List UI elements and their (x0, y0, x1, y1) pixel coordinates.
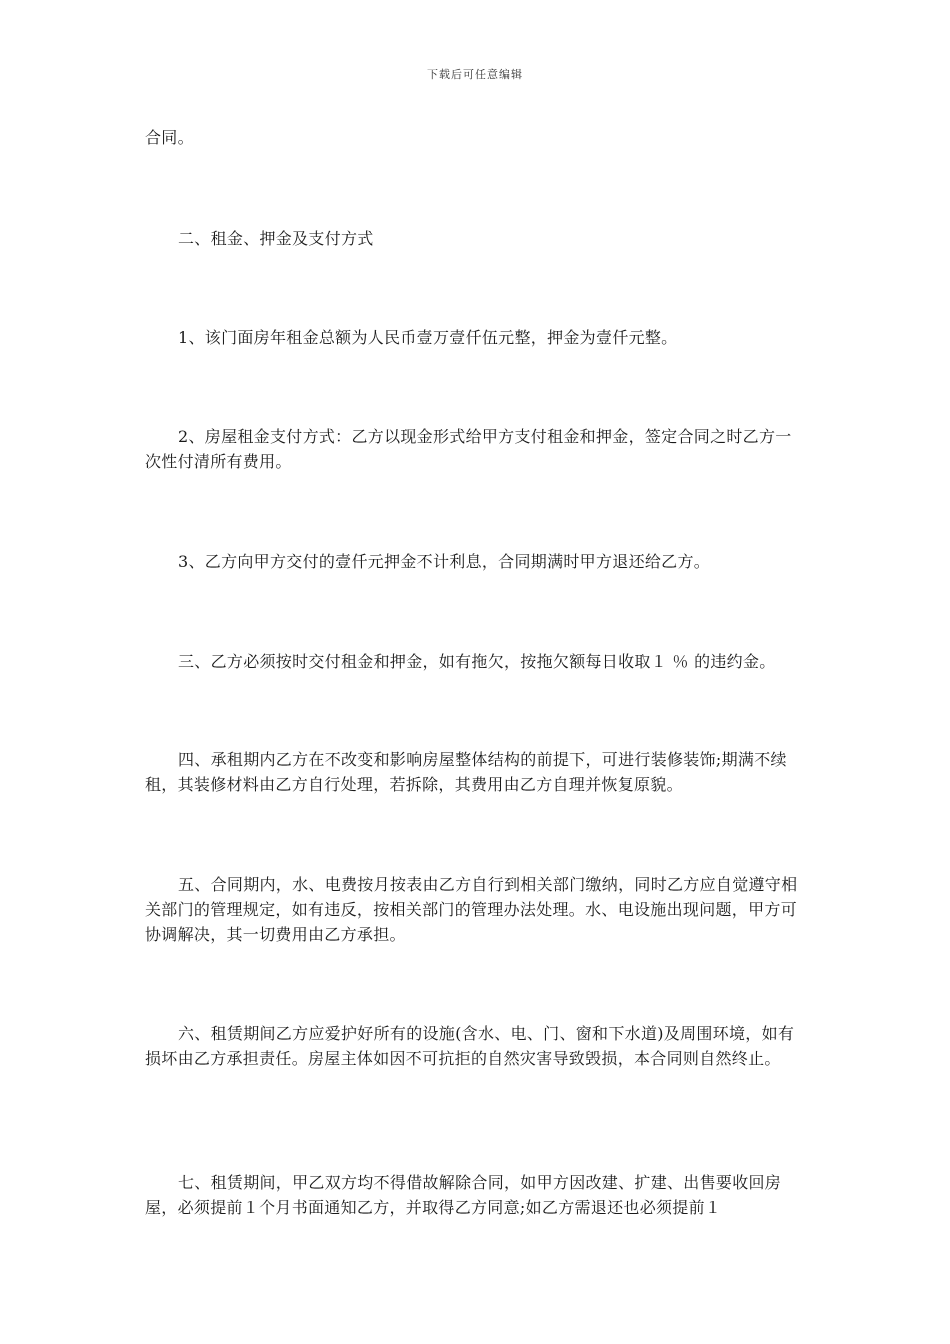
clause-late-payment: 三、乙方必须按时交付租金和押金，如有拖欠，按拖欠额每日收取１ ％ 的违约金。 (178, 652, 776, 671)
clause-deposit-refund: 3、乙方向甲方交付的壹仟元押金不计利息，合同期满时甲方退还给乙方。 (178, 552, 711, 571)
clause-facility-care: 六、租赁期间乙方应爱护好所有的设施(含水、电、门、窗和下水道)及周围环境，如有损坏由乙方承担责任。房屋主体如因不可抗拒的自然灾害导致毁损，本合同则自然终止。 (145, 1024, 795, 1068)
clause-payment-method: 2、房屋租金支付方式：乙方以现金形式给甲方支付租金和押金，签定合同之时乙方一次性付清所有费用。 (145, 427, 792, 471)
clause-termination: 七、租赁期间，甲乙双方均不得借故解除合同，如甲方因改建、扩建、出售要收回房屋，必须提前１个月书面通知乙方，并取得乙方同意;如乙方需退还也必须提前１ (145, 1173, 782, 1217)
clause-rent-amount: 1、该门面房年租金总额为人民币壹万壹仟伍元整，押金为壹仟元整。 (178, 328, 678, 347)
clause-utilities: 五、合同期内，水、电费按月按表由乙方自行到相关部门缴纳，同时乙方应自觉遵守相关部门的管理规定，如有违反，按相关部门的管理办法处理。水、电设施出现问题，甲方可协调解决，其一切费用由乙方承担。 (145, 875, 798, 944)
page-header: 下载后可任意编辑 (427, 68, 523, 81)
section-heading-rent-deposit: 二、租金、押金及支付方式 (178, 229, 374, 248)
paragraph-contract-end: 合同。 (145, 128, 194, 147)
clause-renovation: 四、承租期内乙方在不改变和影响房屋整体结构的前提下，可进行装修装饰;期满不续租，其装修材料由乙方自行处理，若拆除，其费用由乙方自理并恢复原貌。 (145, 750, 787, 794)
